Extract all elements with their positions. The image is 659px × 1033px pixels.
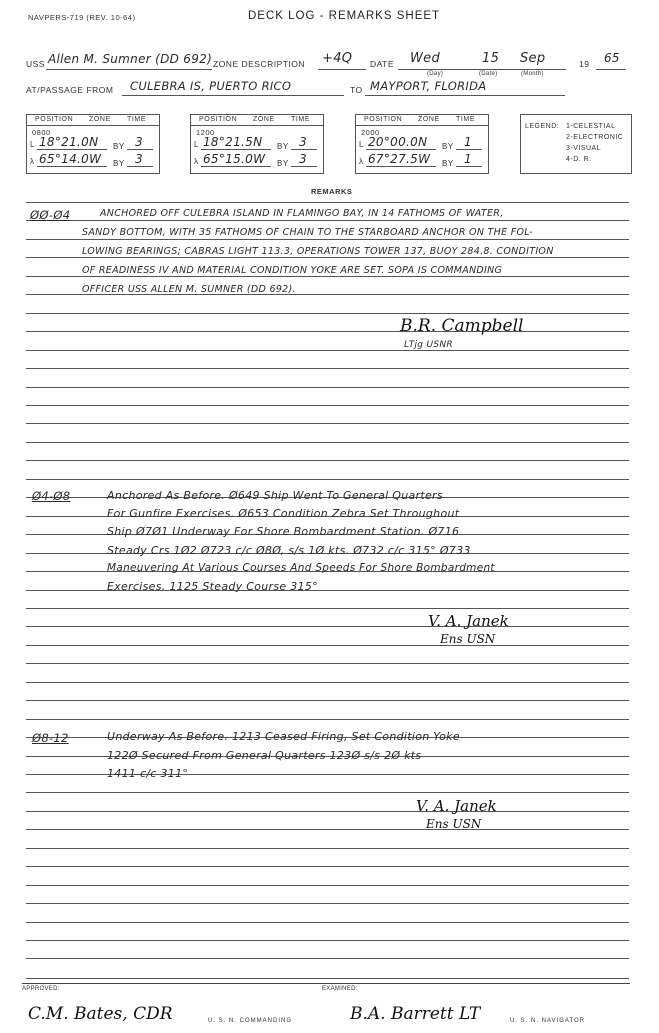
ruled-line — [26, 442, 629, 443]
watch-line: Underway As Before. 1213 Ceased Firing, Set Condition Yoke — [107, 730, 460, 743]
position-time: 1200 — [196, 128, 215, 137]
position-header: POSITION — [199, 116, 238, 123]
latitude-by: 1 — [464, 135, 472, 149]
legend-title: LEGEND: — [525, 123, 560, 130]
day-caption: (Day) — [427, 71, 444, 77]
watch-line: OFFICER USS ALLEN M. SUMNER (DD 692). — [82, 284, 296, 295]
latitude-by: 3 — [135, 135, 143, 149]
officer-rank: Ens USN — [426, 817, 482, 831]
zone-header: ZONE — [418, 116, 440, 123]
ship-name: Allen M. Sumner (DD 692) — [48, 52, 213, 66]
watch-line: SANDY BOTTOM, WITH 35 FATHOMS OF CHAIN TO THE STARBOARD ANCHOR ON THE FOL- — [82, 227, 533, 238]
position-time: 2000 — [361, 128, 380, 137]
officer-rank: LTjg USNR — [404, 340, 453, 350]
ruled-line — [26, 220, 629, 221]
examined-signature: B.A. Barrett LT — [350, 1004, 481, 1024]
latitude-value: 18°21.5N — [203, 135, 263, 149]
ruled-line — [26, 460, 629, 461]
ruled-line — [26, 387, 629, 388]
longitude-by: 3 — [135, 152, 143, 166]
ruled-line — [26, 885, 629, 886]
zone-value: +4Q — [322, 51, 353, 66]
position-box-0800: POSITION ZONE TIME 0800 L 18°21.0N BY 3 λ 65°14.0W BY 3 — [26, 114, 160, 174]
watch-period: ØØ-Ø4 — [30, 208, 71, 222]
zone-description-label: ZONE DESCRIPTION — [213, 59, 306, 69]
year-prefix: 19 — [579, 59, 590, 69]
time-header: TIME — [456, 116, 476, 123]
longitude-by: 3 — [299, 152, 307, 166]
position-box-2000: POSITION ZONE TIME 2000 L 20°00.0N BY 1 λ 67°27.5W BY 1 — [355, 114, 489, 174]
watch-line: OF READINESS IV AND MATERIAL CONDITION YOKE ARE SET. SOPA IS COMMANDING — [82, 265, 503, 276]
ruled-line — [26, 331, 629, 332]
ruled-line — [26, 848, 629, 849]
ruled-line — [26, 405, 629, 406]
longitude-value: 65°14.0W — [39, 152, 102, 166]
legend-item: 3-VISUAL — [566, 145, 602, 152]
watch-period: Ø8-12 — [32, 731, 69, 745]
position-header: POSITION — [35, 116, 74, 123]
officer-signature: B.R. Campbell — [400, 316, 524, 336]
navigator-label: U. S. N. NAVIGATOR — [510, 1018, 586, 1024]
by-label: BY — [113, 159, 125, 168]
ruled-line — [26, 368, 629, 369]
ruled-line — [26, 700, 629, 701]
watch-line: Exercises. 1125 Steady Course 315° — [107, 580, 318, 593]
ruled-line — [26, 608, 629, 609]
approved-signature: C.M. Bates, CDR — [28, 1004, 173, 1024]
time-header: TIME — [291, 116, 311, 123]
form-title: DECK LOG - REMARKS SHEET — [248, 10, 441, 22]
ruled-line — [26, 645, 629, 646]
examined-label: EXAMINED: — [322, 986, 358, 992]
approved-label: APPROVED: — [22, 986, 60, 992]
officer-signature: V. A. Janek — [416, 797, 497, 815]
position-header: POSITION — [364, 116, 403, 123]
watch-line: LOWING BEARINGS; CABRAS LIGHT 113.3, OPERATIONS TOWER 137, BUOY 284.8. CONDITION — [82, 246, 554, 257]
ruled-line — [26, 792, 629, 793]
legend-item: 1-CELESTIAL — [566, 123, 616, 130]
ruled-line — [26, 663, 629, 664]
day-value: Wed — [410, 51, 441, 66]
latitude-by: 3 — [299, 135, 307, 149]
passage-to-label: TO — [350, 85, 363, 95]
longitude-value: 67°27.5W — [368, 152, 431, 166]
remarks-title: REMARKS — [311, 187, 353, 196]
month-value: Sep — [520, 51, 546, 66]
ruled-line — [26, 922, 629, 923]
ruled-line — [26, 350, 629, 351]
watch-line: ANCHORED OFF CULEBRA ISLAND IN FLAMINGO BAY, IN 14 FATHOMS OF WATER, — [100, 208, 504, 219]
date-label: DATE — [370, 59, 395, 69]
ruled-line — [26, 811, 629, 812]
ruled-line — [26, 682, 629, 683]
ruled-line — [26, 866, 629, 867]
position-time: 0800 — [32, 128, 51, 137]
ruled-line — [26, 829, 629, 830]
latitude-value: 18°21.0N — [39, 135, 99, 149]
longitude-value: 65°15.0W — [203, 152, 266, 166]
passage-to: MAYPORT, FLORIDA — [370, 79, 487, 93]
watch-line: 1411 c/c 311° — [107, 767, 189, 780]
date-value: 15 — [482, 51, 500, 66]
time-header: TIME — [127, 116, 147, 123]
commanding-label: U. S. N. COMMANDING — [208, 1018, 293, 1024]
position-box-1200: POSITION ZONE TIME 1200 L 18°21.5N BY 3 λ 65°15.0W BY 3 — [190, 114, 324, 174]
watch-period: Ø4-Ø8 — [32, 489, 71, 503]
by-label: BY — [442, 142, 454, 151]
form-number: NAVPERS-719 (REV. 10-64) — [28, 13, 136, 22]
ruled-line — [26, 958, 629, 959]
legend-box — [520, 114, 632, 174]
ruled-line — [26, 626, 629, 627]
legend-item: 2-ELECTRONIC — [566, 134, 624, 141]
watch-line: Steady Crs 1Ø2 Ø723 c/c Ø8Ø, s/s 1Ø kts. Ø732 c/c 315° Ø733 — [107, 544, 471, 557]
footer-divider — [22, 983, 630, 984]
by-label: BY — [277, 159, 289, 168]
passage-label: AT/PASSAGE FROM — [26, 85, 114, 95]
officer-rank: Ens USN — [440, 632, 496, 646]
zone-header: ZONE — [253, 116, 275, 123]
watch-line: For Gunfire Exercises. Ø653 Condition Zebra Set Throughout — [107, 507, 460, 520]
latitude-value: 20°00.0N — [368, 135, 428, 149]
by-label: BY — [442, 159, 454, 168]
legend-item: 4-D. R. — [566, 156, 592, 163]
ruled-line — [26, 257, 629, 258]
date-caption: (Date) — [479, 71, 498, 77]
ruled-line — [26, 479, 629, 480]
officer-signature: V. A. Janek — [428, 612, 509, 630]
watch-line: Anchored As Before. Ø649 Ship Went To General Quarters — [107, 489, 443, 502]
ruled-line — [26, 978, 629, 979]
ruled-line — [26, 202, 629, 203]
ruled-line — [26, 239, 629, 240]
month-caption: (Month) — [521, 71, 544, 77]
by-label: BY — [277, 142, 289, 151]
watch-line: Ship Ø7Ø1 Underway For Shore Bombardment Station. Ø716 — [107, 525, 460, 538]
ruled-line — [26, 719, 629, 720]
ruled-line — [26, 423, 629, 424]
zone-header: ZONE — [89, 116, 111, 123]
ruled-line — [26, 313, 629, 314]
uss-label: USS — [26, 59, 45, 69]
by-label: BY — [113, 142, 125, 151]
watch-line: 122Ø Secured From General Quarters 123Ø s/s 2Ø kts — [107, 749, 422, 762]
ruled-line — [26, 903, 629, 904]
longitude-by: 1 — [464, 152, 472, 166]
passage-from: CULEBRA IS, PUERTO RICO — [130, 79, 292, 93]
watch-line: Maneuvering At Various Courses And Speeds For Shore Bombardment — [107, 562, 495, 574]
year-suffix: 65 — [604, 51, 620, 65]
ruled-line — [26, 940, 629, 941]
